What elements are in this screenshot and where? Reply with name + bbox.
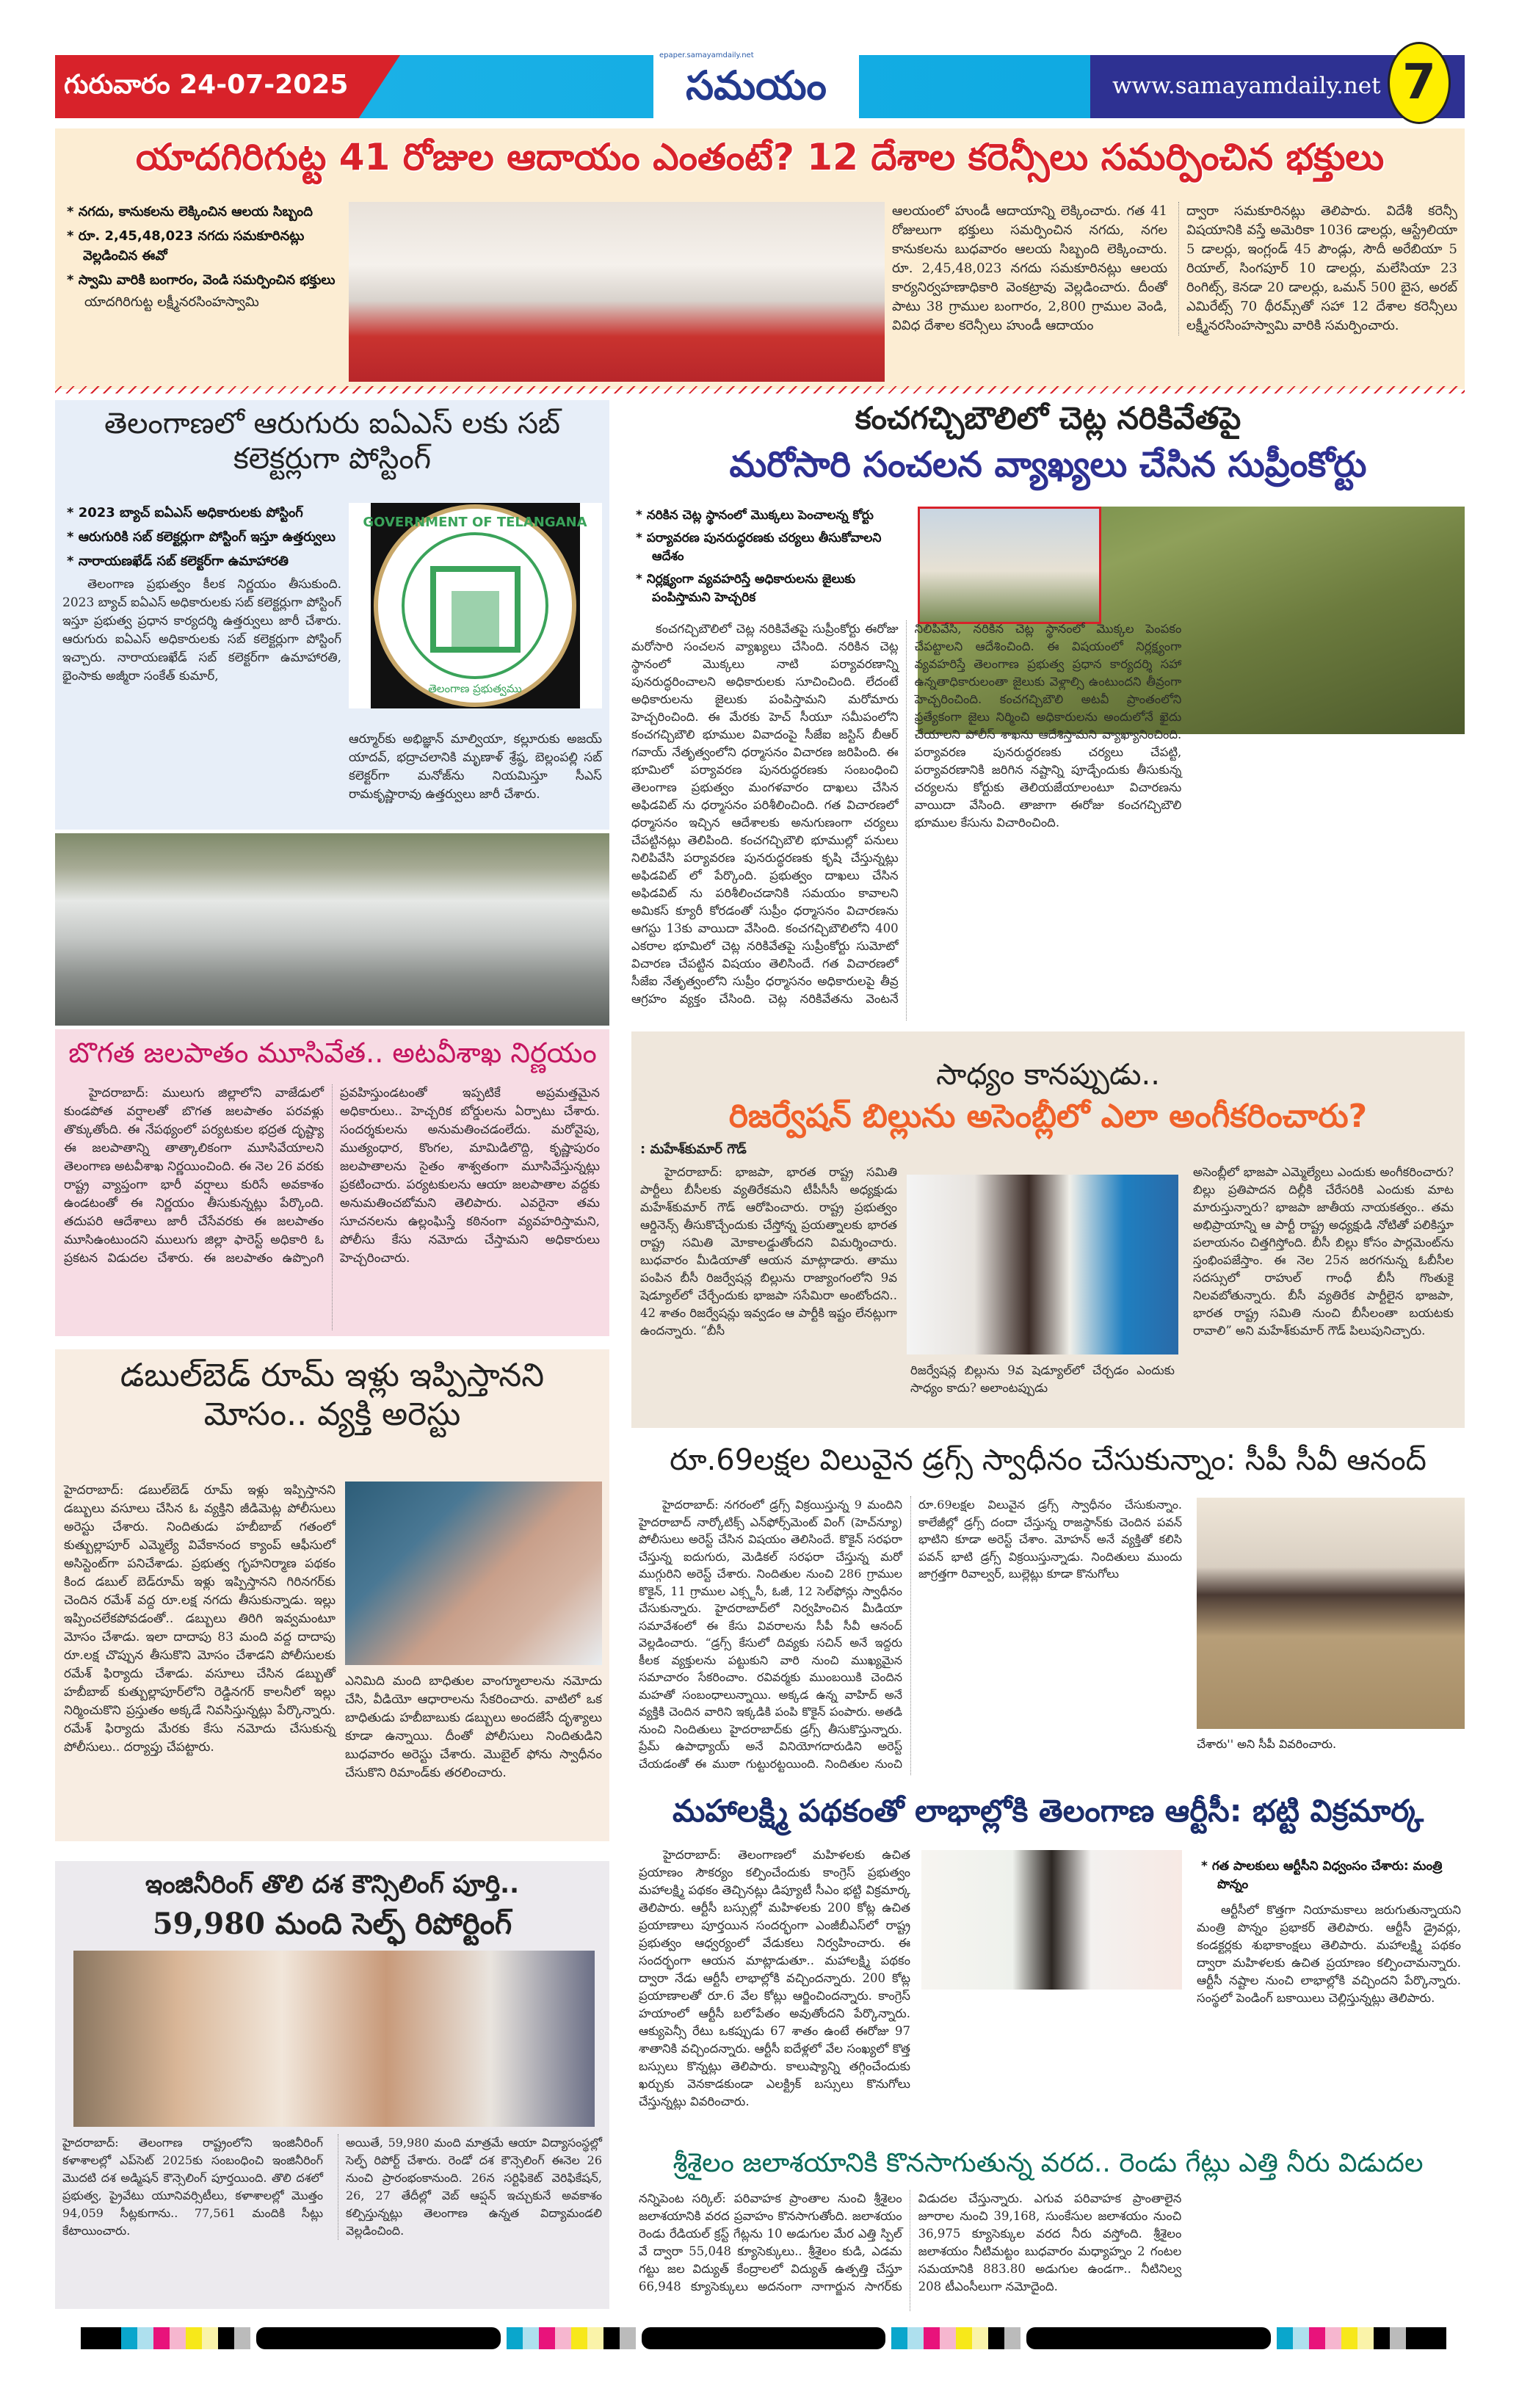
top-story-col2: ద్వారా సమకూరినట్లు తెలిపారు. విదేశీ కరెన్సీ విషయానికి వస్తే అమెరికా 1036 డాలర్లు, ఆస్ట్రేలియా 5 డాలర్లు, ఇంగ్లండ్ 45 పౌండ్లు, సౌదీ అరేబియా 5 రియాల్, సింగపూర్ 10 డాలర్లు, మలేసియా 23 రింగిట్స్, కెనడా 20 డాలర్లు, ఒమన్ 500 బైస, అరబ్ ఎమిరేట్స్ 70 థీరమ్స్‌తో సహా 12 దేశాల కరెన్సీలు లక్ష్మీనరసింహస్వామి వారికి సమర్పించారు. (1178, 202, 1457, 336)
bullet: * రూ. 2,45,48,023 నగదు సమకూరినట్లు వెల్లడించిన ఈవో (62, 226, 341, 266)
ias-story (55, 400, 609, 830)
ias-headline: తెలంగాణలో ఆరుగురు ఐఏఎస్ లకు సబ్ కలెక్టర్లుగా పోస్టింగ్ (104, 407, 561, 476)
bogata-headline: బొగత జలపాతం మూసివేత.. అటవీశాఖ నిర్ణయం (68, 1037, 597, 1069)
bogata-story (55, 1029, 609, 1336)
temple-hundi-counting-photo (349, 202, 885, 382)
masthead (55, 51, 1465, 118)
double-bedroom-story (55, 1349, 609, 1841)
ias-body: తెలంగాణ ప్రభుత్వం కీలక నిర్ణయం తీసుకుంది. 2023 బ్యాచ్ ఐఏఎస్ అధికారులకు సబ్ కలెక్టర్లుగా పోస్టింగ్ ఇస్తూ ప్రభుత్వ ప్రధాన కార్యదర్శి ఉత్తర్వులు జారీ చేశారు. ఆరుగురు ఐఏఎస్ అధికారులకు సబ్ కలెక్టర్లుగా పోస్టింగ్ ఇచ్చారు. నారాయణఖేడ్ సబ్ కలెక్టర్‌గా ఉమాహారతి, భైంసాకు అజ్మీరా సంకేత్ కుమార్, (62, 577, 341, 683)
engineering-headline-line2: 59,980 మంది సెల్ఫ్ రిపోర్టింగ్ (152, 1907, 512, 1941)
reservation-col3: అసెంబ్లీలో భాజపా ఎమ్మెల్యేలు ఎందుకు అంగీకరించారు? బిల్లు ప్రతిపాదన దిల్లీకి చేరేసరికి ఎందుకు మాట మారుస్తున్నారు? భాజపా జాతీయ నాయకత్వం.. తమ అభిప్రాయాన్ని ఆ పార్టీ రాష్ట్ర అధ్యక్షుడి నోటితో పలికిస్తూ పలాయనం చిత్తగిస్తోంది. బీసీ బిల్లు కోసం పార్లమెంట్‌ను స్తంభింపజేస్తాం. ఈ నెల 25న జరగనున్న ఓబీసీల సదస్సులో రాహుల్ గాంధీ బీసీ గొంతుకై నిలవబోతున్నారు. బీసీ వ్యతిరేక పార్టీలైన భాజపా, భారత రాష్ట్ర సమితి నుంచి బీసీలంతా బయటకు రావాలి” అని మహేశ్‌కుమార్ గౌడ్ పిలుపునిచ్చారు. (1193, 1165, 1454, 1338)
top-story (55, 128, 1465, 389)
seal-text: GOVERNMENT OF TELANGANA (363, 515, 587, 530)
bullet: * నారాయణఖేడ్ సబ్ కలెక్టర్‌గా ఉమాహారతి (62, 551, 341, 571)
top-story-bullets (62, 202, 341, 313)
bullet: * 2023 బ్యాచ్ ఐఏఎస్ అధికారులకు పోస్టింగ్ (62, 503, 341, 523)
bullet: * నగదు, కానుకలను లెక్కించిన ఆలయ సిబ్బంది (62, 202, 341, 222)
engineering-headline-line1: ఇంజినీరింగ్ తొలి దశ కౌన్సిలింగ్ పూర్తి.. (145, 1870, 520, 1899)
cp-cv-anand-photo (1197, 1498, 1465, 1729)
dateline: యాదగిరిగుట్ట లక్ష్మీనరసింహస్వామి (84, 294, 259, 310)
mahalakshmi-body-continued: ఆర్టీసీలో కొత్తగా నియామకాలు జరుగుతున్నాయని మంత్రి పొన్నం ప్రభాకర్ తెలిపారు. ఆర్టీసీ డ్రైవర్లు, కండక్టర్లకు శుభాకాంక్షలు తెలిపారు. మహాలక్ష్మి పథకం ద్వారా మహిళలకు ఉచిత ప్రయాణం కల్పించామన్నారు. ఆర్టీసీ నష్టాల నుంచి లాభాల్లోకి వచ్చిందని పేర్కొన్నారు. సంస్థలో పెండింగ్ బకాయిలు చెల్లిస్తున్నట్లు తెలిపారు. (1197, 1903, 1461, 2005)
supreme-court-inset-photo (918, 507, 1101, 624)
handcuffs-photo (345, 1482, 602, 1665)
srisailam-headline: శ్రీశైలం జలాశయానికి కొనసాగుతున్న వరద.. రెండు గేట్లు ఎత్తి నీరు విడుదల (673, 2148, 1424, 2178)
mahalakshmi-headline: మహాలక్ష్మి పథకంతో లాభాల్లోకి తెలంగాణ ఆర్టీసీ: భట్టి విక్రమార్క (672, 1793, 1424, 1829)
kancha-kicker: కంచగచ్చిబౌలిలో చెట్ల నరికివేతపై (855, 400, 1241, 436)
cp-photo-caption: చేశారు'' అని సీపీ వివరించారు. (1197, 1737, 1337, 1751)
bullet: * ఆరుగురికి సబ్ కలెక్టర్లుగా పోస్టింగ్ ఇస్తూ ఉత్తర్వులు (62, 527, 341, 547)
top-story-col1: ఆలయంలో హుండీ ఆదాయాన్ని లెక్కించారు. గత 41 రోజులుగా భక్తులు సమర్పించిన నగదు, నగల కానుకలను బుధవారం ఆలయ సిబ్బంది లెక్కించారు. రూ. 2,45,48,023 నగదు సమకూరినట్లు ఆలయ కార్యనిర్వహణాధికారి వెంకట్రావు వెల్లడించారు. దీంతో పాటు 38 గ్రాముల బంగారం, 2,800 గ్రాముల వెండి, వివిధ దేశాల కరెన్సీలు హుండీ ఆదాయం (892, 203, 1167, 333)
double-bedroom-body: హైదరాబాద్: డబుల్‌బెడ్ రూమ్ ఇళ్లు ఇప్పిస్తానని డబ్బులు వసూలు చేసిన ఓ వ్యక్తిని జీడిమెట్ల పోలీసులు అరెస్టు చేశారు. నిందితుడు హబీబాబ్ గతంలో కుత్బుల్లాపూర్ ఎమ్మెల్యే వివేకానంద క్యాంప్ ఆఫీసులో అసిస్టెంట్‌గా పనిచేశాడు. ప్రభుత్వ గృహనిర్మాణ పథకం కింద డబుల్ బెడ్‌రూమ్ ఇళ్లు ఇప్పిస్తానని గిరినగర్‌కు చెందిన రమేశ్ వద్ద రూ.లక్ష నగదు తీసుకున్నాడు. ఇల్లు ఇప్పించలేకపోవడంతో.. డబ్బులు తిరిగి ఇవ్వమంటూ మోసం చేశాడు. ఇలా దాదాపు 83 మంది వద్ద దాదాపు రూ.లక్ష చొప్పున తీసుకొని మోసం చేశాడని పోలీసులకు రమేశ్ ఫిర్యాదు చేశాడు. వసూలు చేసిన డబ్బుతో హబీబాబ్ కుత్బుల్లాపూర్‌లోని రెడ్డినగర్ కాలనీలో ఇల్లు నిర్మించుకొని ప్రస్తుతం అక్కడే నివసిస్తున్నట్లు పేర్కొన్నారు. రమేశ్ ఫిర్యాదు మేరకు కేసు నమోదు చేసుకున్న పోలీసులు.. దర్యాప్తు చేపట్టారు. (64, 1483, 336, 1755)
issue-date: గురువారం 24-07-2025 (64, 70, 349, 100)
drugs-body: హైదరాబాద్: నగరంలో డ్రగ్స్ విక్రయిస్తున్న 9 మందిని హైదరాబాద్ నార్కోటిక్స్ ఎన్‌ఫోర్స్‌మెంట్ వింగ్ (హెచ్‌న్యూ) పోలీసులు అరెస్ట్ చేసిన విషయం తెలిసిందే. కొకైన్ సరఫరా చేస్తున్న ఐదుగురు, మెడికల్ సరఫరా చేస్తున్న మరో ముగ్గురిని అరెస్ట్ చేశారు. నిందితుల నుంచి 286 గ్రాముల కొకైన్, 11 గ్రాముల ఎక్స్టసీ, ఓజీ, 12 సెల్‌ఫోన్లు స్వాధీనం చేసుకున్నారు. హైదరాబాద్‌లో నిర్వహించిన మీడియా సమావేశంలో ఈ కేసు వివరాలను సీపీ సీవీ ఆనంద్ వెల్లడించారు. “డ్రగ్స్ కేసులో దివ్యకు సచిన్ అనే ఇద్దరు కీలక వ్యక్తులను పట్టుకుని వారి నుంచి ముఖ్యమైన సమాచారం సేకరించాం. రవివర్మకు ముంబయికి చెందిన మహతో సంబంధాలున్నాయి. అక్కడ ఉన్న వాహిద్ అనే వ్యక్తికి చెందిన వారిని ఇక్కడికి పంపి కొకైన్ పంపారు. అతడి నుంచి నిందితులు హైదరాబాద్‌కు డ్రగ్స్ తీసుకొస్తున్నారు. ప్రేమ్ ఉపాధ్యాయ్ అనే వినియోగదారుడిని అరెస్ట్ చేయడంతో ఈ ముఠా గుట్టురట్టయింది. నిందితుల నుంచి రూ.69లక్షల విలువైన డ్రగ్స్ స్వాధీనం చేసుకున్నాం. కాలేజీల్లో డ్రగ్స్ దందా చేస్తున్న రాజస్థాన్‌కు చెందిన పవన్ భాటిని కూడా అరెస్ట్ చేశాం. మోహన్ అనే వ్యక్తితో కలిసి పవన్ భాటి డ్రగ్స్ విక్రయిస్తున్నాడు. నిందితులు ముందు జాగ్రత్తగా రివాల్వర్, బుల్లెట్లు కూడా కొనుగోలు (639, 1498, 1182, 1771)
logo-url: epaper.samayamdaily.net (659, 51, 754, 59)
students-photo (73, 1951, 595, 2127)
double-bedroom-body-continued: ఎనిమిది మంది బాధితుల వాంగ్మూలాలను నమోదు చేసి, వీడియో ఆధారాలను సేకరించారు. వాటిలో ఒక బాధితుడు హబీబాబుకు డబ్బులు అందజేసే దృశ్యాలు కూడా ఉన్నాయి. దీంతో పోలీసులు నిందితుడిని బుధవారం అరెస్టు చేశారు. మొబైల్ ఫోను స్వాధీనం చేసుకొని రిమాండ్‌కు తరలించారు. (345, 1674, 602, 1780)
reservation-story (631, 1031, 1465, 1428)
double-bedroom-headline: డబుల్‌బెడ్ రూమ్ ఇళ్లు ఇప్పిస్తానని మోసం.. వ్యక్తి అరెస్టు (120, 1357, 545, 1433)
waterfall-photo (55, 833, 609, 1026)
reservation-byline: : మహేశ్‌కుమార్ గౌడ్ (640, 1142, 747, 1157)
reservation-kicker: సాధ్యం కానప్పుడు.. (936, 1058, 1160, 1092)
bullet: * నిర్లక్ష్యంగా వ్యవహరిస్తే అధికారులను జైలుకు పంపిస్తామని హెచ్చరిక (631, 570, 910, 607)
top-story-headline: యాదగిరిగుట్ట 41 రోజుల ఆదాయం ఎంతంటే? 12 దేశాల కరెన్సీలు సమర్పించిన భక్తులు (135, 136, 1385, 178)
bullet: * పర్యావరణ పునరుద్ధరణకు చర్యలు తీసుకోవాలని ఆదేశం (631, 529, 910, 566)
drugs-headline: రూ.69లక్షల విలువైన డ్రగ్స్ స్వాధీనం చేసుకున్నాం: సీపీ సీవీ ఆనంద్ (670, 1443, 1426, 1477)
ias-body-continued: ఆర్మూర్‌కు అభిజ్ఞాన్ మాల్వియా, కల్లూరుకు అజయ్ యాదవ్, భద్రాచలానికి మృణాళ్ శ్రేష్ఠ, బెల్లంపల్లి సబ్ కలెక్టర్‌గా మనోజ్‌ను నియమిస్తూ సీఎస్ రామకృష్ణారావు ఉత్తర్వులు జారీ చేశారు. (349, 732, 602, 802)
bullet: * నరికిన చెట్ల స్థానంలో మొక్కలు పెంచాలన్న కోర్టు (631, 507, 910, 525)
srisailam-body: నన్నిపెంట సర్కిల్: పరివాహక ప్రాంతాల నుంచి శ్రీశైలం జలాశయానికి వరద ప్రవాహం కొనసాగుతోంది. జలాశయం రెండు రేడియల్ క్రస్ట్ గేట్లను 10 అడుగుల మేర ఎత్తి స్పిల్ వే ద్వారా 55,048 క్యూసెక్కులు.. శ్రీశైలం కుడి, ఎడమ గట్టు జల విద్యుత్ కేంద్రాలలో విద్యుత్ ఉత్పత్తి చేస్తూ 66,948 క్యూసెక్కులు అదనంగా నాగార్జున సాగర్‌కు విడుదల చేస్తున్నారు. ఎగువ పరివాహక ప్రాంతాలైన జూరాల నుంచి 39,168, సుంకేసుల జలాశయం నుంచి 36,975 క్యూసెక్కుల వరద నీరు వస్తోంది. శ్రీశైలం జలాశయం నీటిమట్టం బుధవారం మధ్యాహ్నం 2 గంటల సమయానికి 883.80 అడుగుల ఉండగా.. నీటినిల్వ 208 టీఎంసీలుగా నమోదైంది. (639, 2191, 1182, 2293)
print-registration-bar (81, 2327, 1446, 2349)
kancha-body: కంచగచ్చిబౌలిలో చెట్ల నరికివేతపై సుప్రీంకోర్టు ఈరోజు మరోసారి సంచలన వ్యాఖ్యలు చేసింది. నరికిన చెట్ల స్థానంలో మొక్కలు నాటి పర్యావరణాన్ని పునరుద్ధరించాలని అధికారులకు సూచించింది. లేదంటే అధికారులను జైలుకు పంపిస్తామని మరోమారు హెచ్చరించింది. ఈ మేరకు హెచ్ సీయూ సమీపంలోని కంచగచ్చిబౌలి భూముల వివాదంపై సీజేఐ జస్టిస్ బీఆర్ గవాయ్ నేతృత్వంలోని ధర్మాసనం విచారణ జరిపింది. ఈ భూమిలో పర్యావరణ పునరుద్ధరణకు సంబంధించి తెలంగాణ ప్రభుత్వం మంగళవారం దాఖలు చేసిన అఫిడవిట్ ను ధర్మాసనం పరిశీలించింది. గత విచారణలో ధర్మాసనం ఇచ్చిన ఆదేశాలకు అనుగుణంగా చర్యలు చేపట్టినట్లు తెలిపింది. కంచగచ్చిబౌలి భూముల్లో పనులు నిలిపివేసి పర్యావరణ పునరుద్ధరణకు కృషి చేస్తున్నట్లు అఫిడవిట్ లో పేర్కొంది. ప్రభుత్వం దాఖలు చేసిన అఫిడవిట్ ను పరిశీలించడానికి సమయం కావాలని అమికస్ క్యూరీ కోరడంతో సుప్రీం ధర్మాసనం విచారణను ఆగస్టు 13కు వాయిదా వేసింది. కంచగచ్చిబౌలిలోని 400 ఎకరాల భూమిలో చెట్ల నరికివేతపై సుప్రీంకోర్టు సుమోటో విచారణ చేపట్టిన విషయం తెలిసిందే. గత విచారణలో సీజేఐ నేతృత్వంలోని సుప్రీం ధర్మాసనం అధికారులపై తీవ్ర ఆగ్రహం వ్యక్తం చేసింది. చెట్ల నరికివేతను వెంటనే నిలిపివేసి, నరికిన చెట్ల స్థానంలో మొక్కల పెంపకం చేపట్టాలని ఆదేశించింది. ఈ విషయంలో నిర్లక్ష్యంగా వ్యవహరిస్తే తెలంగాణ ప్రభుత్వ ప్రధాన కార్యదర్శి సహా ఉన్నతాధికారులంతా జైలుకు వెళ్లాల్సి ఉంటుందని తీవ్రంగా హెచ్చరించింది. కంచగచ్చిబౌలి అటవీ ప్రాంతంలోని ప్రత్యేకంగా జైలు నిర్మించి అధికారులను అందులోనే ఖైదు చేయాలని పోలీస్ శాఖను ఆదేశిస్తామని వ్యాఖ్యానించింది. పర్యావరణ పునరుద్ధరణకు చర్యలు చేపట్టి, పర్యావరణానికి జరిగిన నష్టాన్ని పూడ్చేందుకు తీసుకున్న చర్యలను కోర్టుకు తెలియజేయాలంటూ విచారణను వాయిదా వేసింది. తాజాగా ఈరోజు కంచగచ్చిబౌలి భూముల కేసును విచారించింది. (631, 622, 1182, 1006)
seal-text-telugu: తెలంగాణ ప్రభుత్వము (428, 682, 522, 695)
mahalakshmi-story (631, 1784, 1465, 2136)
page-number-badge: 7 (1388, 42, 1451, 124)
drugs-story (631, 1439, 1465, 1780)
reservation-col1: హైదరాబాద్: భాజపా, భారత రాష్ట్ర సమితి పార్టీలు బీసీలకు వ్యతిరేకమని టీపీసీసీ అధ్యక్షుడు మహేశ్‌కుమార్ గౌడ్ ఆరోపించారు. రాష్ట్ర ప్రభుత్వం ఆర్డినెన్స్ తీసుకొచ్చేందుకు చేస్తోన్న ప్రయత్నాలకు భారత రాష్ట్ర సమితి మోకాలడ్డుతోందని విమర్శించారు. బుధవారం మీడియాతో ఆయన మాట్లాడారు. తాము పంపిన బీసీ రిజర్వేషన్ల బిల్లును రాజ్యాంగంలోని 9వ షెడ్యూల్‌లో చేర్చేందుకు భాజపా ససేమిరా అంటోందని.. 42 శాతం రిజర్వేషన్లు ఇవ్వడం ఆ పార్టీకి ఇష్టం లేనట్లుగా ఉందన్నారు. “బీసీ (640, 1165, 897, 1338)
engineering-story (55, 1861, 609, 2309)
engineering-body: హైదరాబాద్: తెలంగాణ రాష్ట్రంలోని ఇంజినీరింగ్ కళాశాలల్లో ఎప్‌సెట్ 2025కు సంబంధించి ఇంజినీరింగ్ మొదటి దశ అడ్మిషన్ కౌన్సెలింగ్ పూర్తయింది. తొలి దశలో ప్రభుత్వ, ప్రైవేటు యూనివర్సిటీలు, కళాశాలల్లో మొత్తం 94,059 సీట్లకుగాను.. 77,561 మందికి సీట్లు కేటాయించారు. (62, 2136, 323, 2238)
reservation-col2: రిజర్వేషన్ల బిల్లును 9వ షెడ్యూల్‌లో చేర్చడం ఎందుకు సాధ్యం కాదు? అలాంటప్పుడు (910, 1363, 1175, 1395)
mahesh-kumar-goud-photo (907, 1175, 1178, 1354)
logo (653, 49, 859, 123)
kancha-story (631, 400, 1465, 1024)
bhatti-vikramarka-photo (921, 1850, 1182, 1990)
mahalakshmi-bullet: * గత పాలకులు ఆర్టీసీని విధ్వంసం చేశారు: మంత్రి పొన్నం (1197, 1857, 1461, 1894)
mahalakshmi-body: హైదరాబాద్: తెలంగాణలో మహిళలకు ఉచిత ప్రయాణం సౌకర్యం కల్పించేందుకు కాంగ్రెస్ ప్రభుత్వం మహాలక్ష్మి పథకం తెచ్చినట్లు డిప్యూటీ సీఎం భట్టి విక్రమార్క తెలిపారు. ఆర్టీసీ బస్సుల్లో మహిళలకు 200 కోట్ల ఉచిత ప్రయాణాలు పూర్తయిన సందర్భంగా ఎంజీబీఎస్‌లో రాష్ట్ర ప్రభుత్వం ఆధ్వర్యంలో వేడుకలు నిర్వహించారు. ఈ సందర్భంగా ఆయన మాట్లాడుతూ.. మహాలక్ష్మి పథకం ద్వారా నేడు ఆర్టీసీ లాభాల్లోకి వచ్చిందన్నారు. 200 కోట్ల ప్రయాణాలతో రూ.6 వేల కోట్లు ఆర్జించిందన్నారు. కాంగ్రెస్ హయాంలో ఆర్టీసీ బలోపేతం అవుతోందని పేర్కొన్నారు. ఆక్యుపెన్సీ రేటు ఒకప్పుడు 67 శాతం ఉంటే ఈరోజు 97 శాతానికి వచ్చిందన్నారు. ఆర్టీసీ ఐదేళ్లలో వేల సంఖ్యలో కొత్త బస్సులు కొన్నట్లు తెలిపారు. కాలుష్యాన్ని తగ్గించేందుకు ఖర్చుకు వెనకాడకుండా ఎలక్ట్రిక్ బస్సులు కొనుగోలు చేస్తున్నట్లు వివరించారు. (639, 1848, 910, 2108)
engineering-body-continued: అయితే, 59,980 మంది మాత్రమే ఆయా విద్యాసంస్థల్లో సెల్ఫ్ రిపోర్ట్ చేశారు. రెండో దశ కౌన్సెలింగ్ ఈనెల 26 నుంచి ప్రారంభంకానుంది. 26న సర్టిఫికెట్ వెరిఫికేషన్, 26, 27 తేదీల్లో వెబ్ ఆప్షన్ ఇచ్చుకునే అవకాశం కల్పిస్తున్నట్లు తెలంగాణ ఉన్నత విద్యామండలి వెల్లడించింది. (338, 2134, 602, 2240)
reservation-headline: రిజర్వేషన్ బిల్లును అసెంబ్లీలో ఎలా అంగీకరించారు? (728, 1098, 1368, 1135)
telangana-seal-image (349, 503, 602, 708)
logo-text: సమయం (686, 62, 827, 109)
zigzag-divider (55, 386, 1465, 394)
kancha-bullets (631, 507, 910, 612)
ias-bullets (62, 503, 341, 686)
kancha-headline: మరోసారి సంచలన వ్యాఖ్యలు చేసిన సుప్రీంకోర్టు (729, 444, 1367, 485)
bogata-body: హైదరాబాద్: ములుగు జిల్లాలోని వాజేడులో కుండపోత వర్షాలతో బొగత జలపాతం పరవళ్లు తొక్కుతోంది. ఈ నేపథ్యంలో పర్యటకుల భద్రత దృష్ట్యా ఈ జలపాతాన్ని తాత్కాలికంగా మూసివేయాలని తెలంగాణ అటవీశాఖ నిర్ణయించింది. ఈ నెల 26 వరకు రాష్ట్ర వ్యాప్తంగా భారీ వర్షాలు కురిసే అవకాశం ఉండటంతో ఈ నిర్ణయం తీసుకున్నట్లు పేర్కొంది. తదుపరి ఆదేశాలు జారీ చేసేవరకు ఈ జలపాతం మూసిఉంటుందని ములుగు జిల్లా ఫారెస్ట్ అధికారి ఓ ప్రకటన విడుదల చేశారు. ఈ జలపాతం ఉప్పొంగి ప్రవహిస్తుండటంతో ఇప్పటికే అప్రమత్తమైన అధికారులు.. హెచ్చరిక బోర్డులను ఏర్పాటు చేశారు. సందర్శకులను అనుమతించడంలేదు. మరోవైపు, ముత్యంధార, కొంగల, మామిడిలొద్ది, కృష్ణాపురం జలపాతాలను సైతం శాశ్వతంగా మూసివేస్తున్నట్లు ప్రకటించారు. పర్యటకులను ఆయా జలపాతాల వద్దకు అనుమతించబోమని తెలిపారు. ఎవరైనా తమ సూచనలను ఉల్లంఘిస్తే కఠినంగా వ్యవహరిస్తామని, పోలీసు కేసు నమోదు చేస్తామని అధికారులు హెచ్చరించారు. (64, 1086, 600, 1266)
srisailam-story (631, 2147, 1465, 2313)
website-link[interactable]: www.samayamdaily.net (1112, 73, 1381, 99)
bullet: * స్వామి వారికి బంగారం, వెండి సమర్పించిన భక్తులు (62, 270, 341, 290)
